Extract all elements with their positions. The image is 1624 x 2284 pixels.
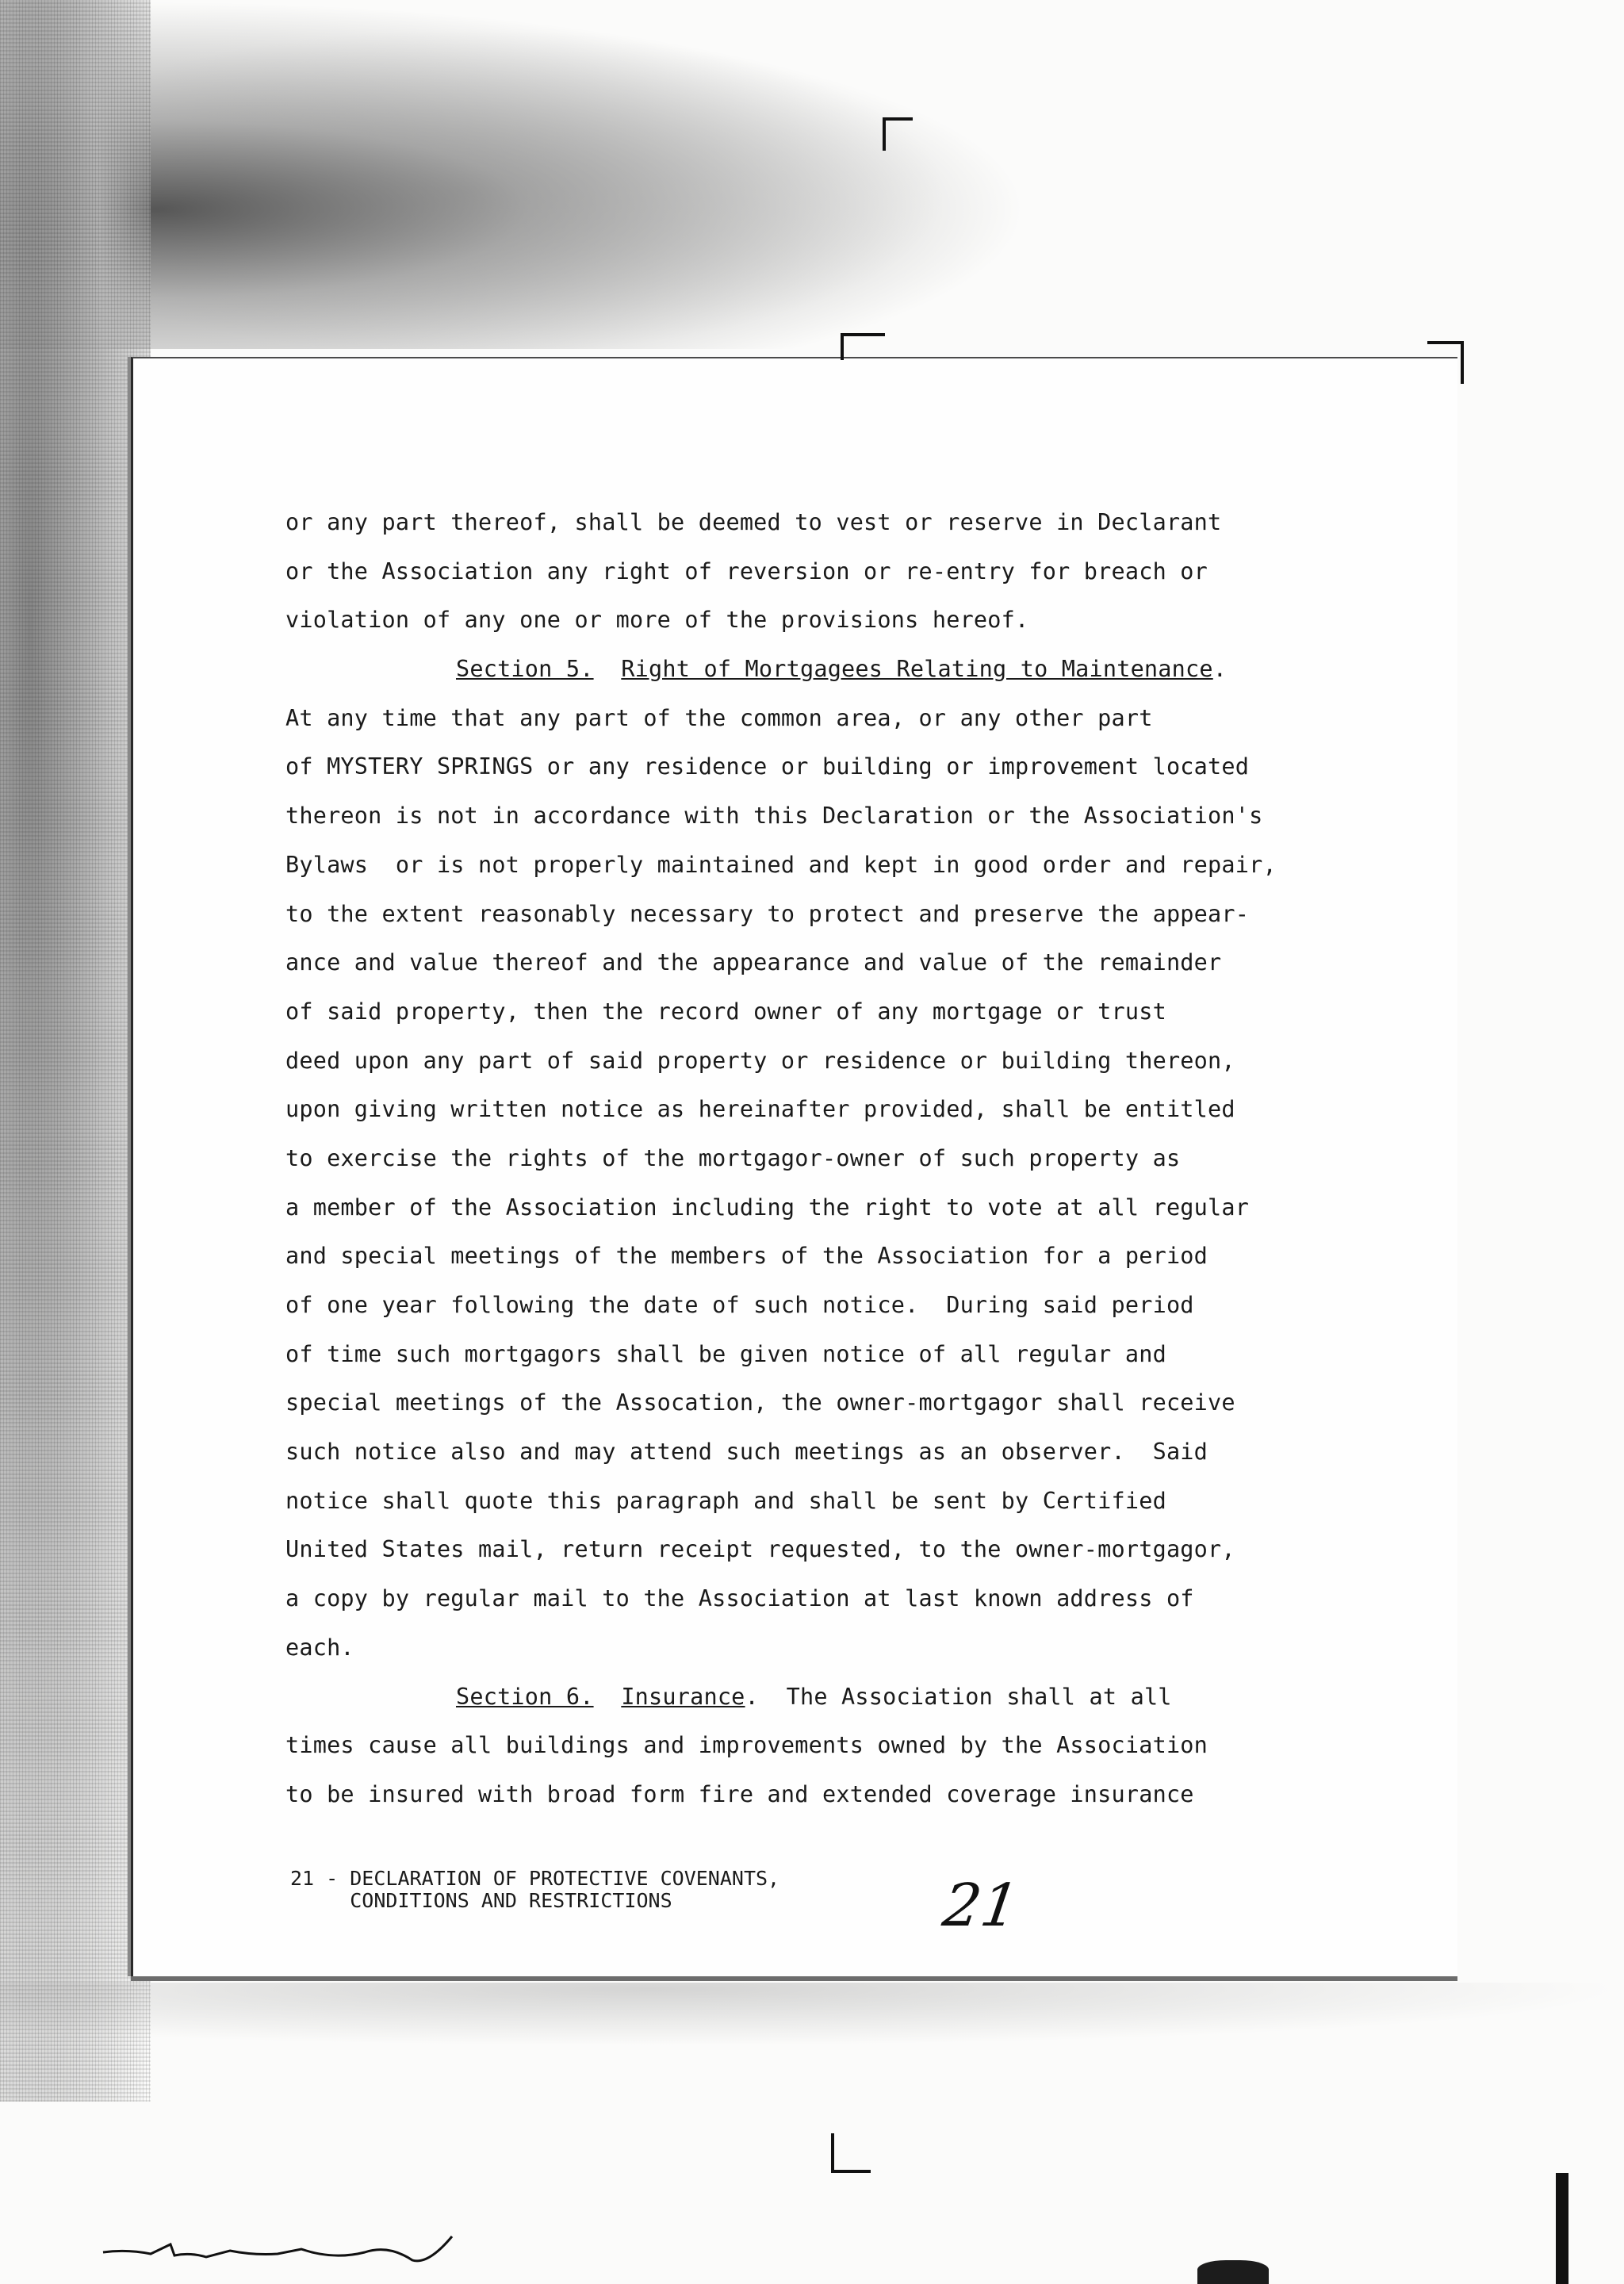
- scan-artifact: [1197, 2260, 1269, 2284]
- text-line: At any time that any part of the common area, or any other part: [285, 704, 1153, 731]
- text-line: Bylaws or is not properly maintained and kept in good order and repair,: [285, 851, 1277, 878]
- text-line: ance and value thereof and the appearance and value of the remainder: [285, 949, 1222, 976]
- text-line: and special meetings of the members of the Association for a period: [285, 1243, 1208, 1270]
- section-6-title: Insurance: [621, 1683, 745, 1710]
- text-line: United States mail, return receipt requested, to the owner-mortgagor,: [285, 1536, 1235, 1563]
- text-line: a member of the Association including the right to vote at all regular: [285, 1194, 1250, 1221]
- body-text: [285, 498, 1411, 1819]
- text-line: or the Association any right of reversion or re-entry for breach or: [285, 558, 1208, 584]
- section-5-title: Right of Mortgagees Relating to Maintenance: [621, 656, 1213, 683]
- handwritten-page-number: 21: [938, 1872, 1024, 1940]
- photocopy-noise-top: [0, 0, 1031, 349]
- crop-mark-bottom-left: [831, 2133, 871, 2173]
- text-line: violation of any one or more of the provisions hereof.: [285, 607, 1029, 634]
- text-line: or any part thereof, shall be deemed to vest or reserve in Declarant: [285, 509, 1222, 535]
- section-5-heading: Section 5. Right of Mortgagees Relating to Maintenance.: [456, 656, 1228, 683]
- footer-line-1: 21 - DECLARATION OF PROTECTIVE COVENANTS,: [290, 1867, 780, 1890]
- footer-line-2: CONDITIONS AND RESTRICTIONS: [290, 1889, 672, 1912]
- text-line: of MYSTERY SPRINGS or any residence or building or improvement located: [285, 753, 1250, 780]
- page-footer: [290, 1868, 779, 1912]
- text-line: of said property, then the record owner of any mortgage or trust: [285, 998, 1166, 1025]
- crop-mark-top-left-inner: [841, 333, 885, 360]
- crop-mark-top-left-outer: [883, 117, 913, 151]
- text-line: such notice also and may attend such meetings as an observer. Said: [285, 1439, 1208, 1466]
- text-line: to the extent reasonably necessary to protect and preserve the appear-: [285, 900, 1250, 927]
- text-line: a copy by regular mail to the Association at last known address of: [285, 1585, 1194, 1612]
- text-line: of time such mortgagors shall be given notice of all regular and: [285, 1340, 1166, 1367]
- handwritten-scribble: [95, 2221, 476, 2268]
- text-line: deed upon any part of said property or residence or building thereon,: [285, 1047, 1235, 1074]
- crop-mark-top-right: [1427, 341, 1464, 384]
- photocopy-noise-left: [0, 0, 151, 2102]
- text-line: of one year following the date of such notice. During said period: [285, 1292, 1194, 1318]
- section-5-label: Section 5.: [456, 656, 594, 683]
- text-line: thereon is not in accordance with this Declaration or the Association's: [285, 803, 1263, 830]
- photocopy-noise-bottom: [0, 1983, 1624, 2046]
- text-line: times cause all buildings and improvements owned by the Association: [285, 1732, 1208, 1759]
- scan-edge-bar: [1556, 2173, 1568, 2284]
- section-6-heading: Section 6. Insurance. The Association shall at all: [456, 1683, 1172, 1710]
- section-6-label: Section 6.: [456, 1683, 594, 1710]
- text-line: special meetings of the Assocation, the owner-mortgagor shall receive: [285, 1389, 1235, 1416]
- text-line: upon giving written notice as hereinafter provided, shall be entitled: [285, 1096, 1235, 1123]
- text-line: to be insured with broad form fire and extended coverage insurance: [285, 1780, 1194, 1807]
- text-line: notice shall quote this paragraph and shall be sent by Certified: [285, 1487, 1166, 1514]
- text-line: each.: [285, 1634, 354, 1661]
- text-line: to exercise the rights of the mortgagor-owner of such property as: [285, 1144, 1181, 1171]
